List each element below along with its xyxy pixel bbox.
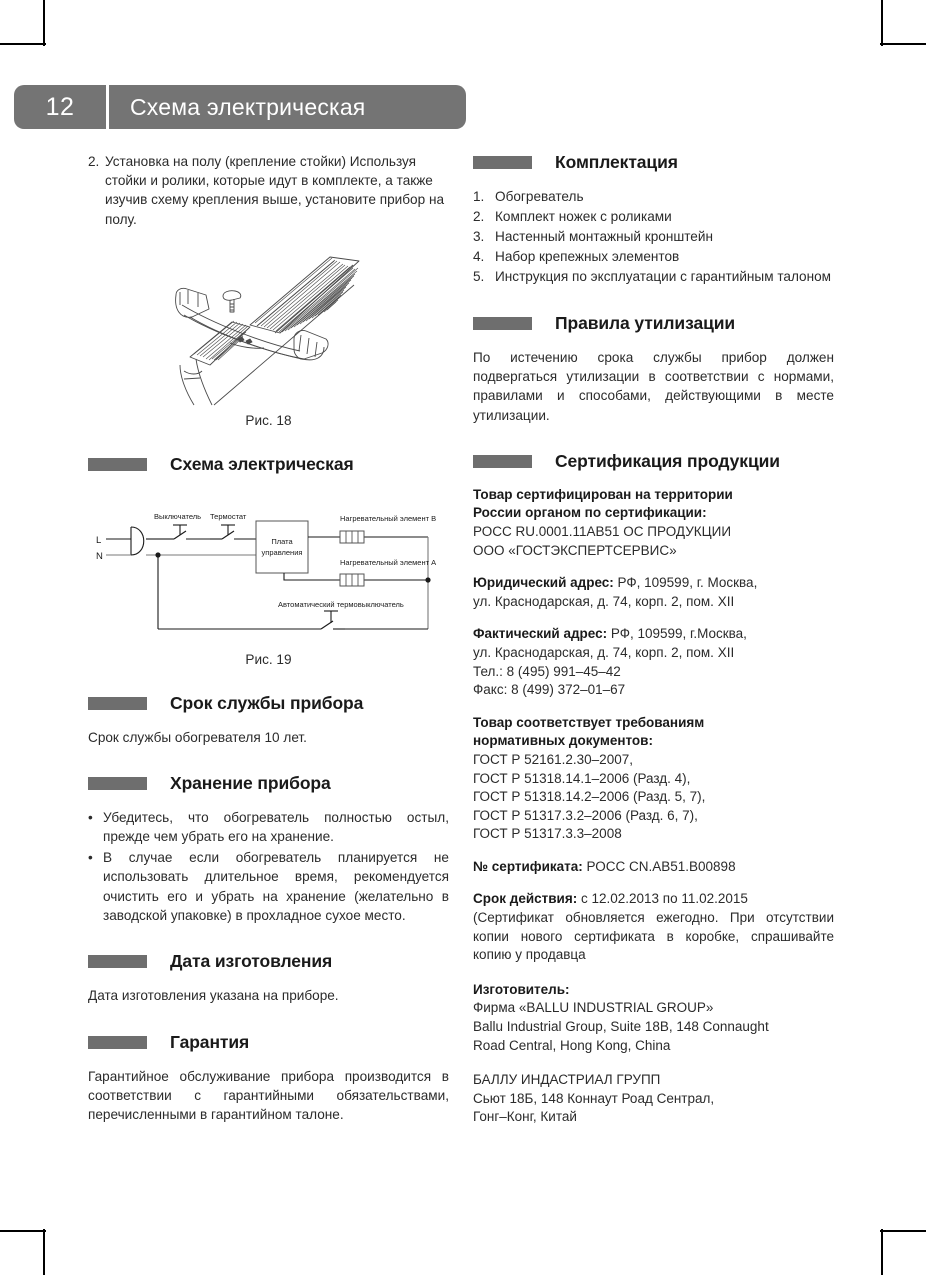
section-heading-warranty: [88, 1032, 449, 1053]
crop-mark-top-right-v: [881, 0, 883, 46]
storage-bullet-list: [88, 808, 449, 925]
norm-item: ГОСТ Р 51318.14.1–2006 (Разд. 4),: [473, 770, 691, 786]
crop-mark-top-left-v: [43, 0, 45, 46]
certificate-number-line: [473, 858, 834, 877]
label-control-board-line2: управления: [261, 547, 303, 557]
legal-address-block: [473, 574, 834, 611]
manufacturer-ru-block: [473, 1071, 834, 1127]
validity-label: Срок действия:: [473, 891, 578, 907]
section-swatch-icon: [88, 777, 147, 790]
manufacturer-ru-line1: БАЛЛУ ИНДАСТРИАЛ ГРУПП: [473, 1072, 661, 1088]
section-title: Срок службы прибора: [170, 692, 364, 713]
manufacturer-block: [473, 981, 834, 1055]
list-item: [473, 247, 834, 267]
right-column: [473, 152, 834, 1141]
norms-block: [473, 714, 834, 844]
label-heating-element-a: Нагревательный элемент A: [340, 557, 437, 567]
certificate-number-value: РОСС CN.АВ51.В00898: [582, 858, 736, 874]
list-item-text: В случае если обогреватель планируется не использовать длительное время, рекомендуется очистить его и убрать на хранение (желательно в заводской упаковке) в прохладное сухое место.: [103, 849, 449, 924]
manufacture-date-text: Дата изготовления указана на приборе.: [88, 988, 339, 1004]
fax-line: Факс: 8 (499) 372–01–67: [473, 682, 626, 698]
cert-authority-label-line1: Товар сертифицирован на территории: [473, 486, 733, 502]
actual-address-line1: [473, 625, 834, 644]
manufacturer-ru-line2: Сьют 18Б, 148 Коннаут Роад Сентрал,: [473, 1090, 715, 1106]
label-heating-element-b: Нагревательный элемент B: [340, 513, 437, 523]
manufacturer-line1: Фирма «BALLU INDUSTRIAL GROUP»: [473, 1000, 714, 1016]
list-item-text: Убедитесь, что обогреватель полностью остыл, прежде чем убрать его на хранение.: [103, 810, 449, 845]
label-switch: Выключатель: [154, 511, 202, 521]
section-title: Дата изготовления: [170, 951, 333, 972]
warranty-text: Гарантийное обслуживание прибора производится в соответствии с гарантийными обязательствами, перечисленными в гарантийном талоне.: [88, 1068, 449, 1123]
crop-mark-top-right-h: [880, 43, 926, 45]
crop-mark-top-left-h: [0, 43, 46, 45]
certificate-number-label: № сертификата:: [473, 858, 583, 874]
label-line-l: L: [96, 534, 102, 546]
section-swatch-icon: [88, 955, 147, 968]
norm-item: ГОСТ Р 51317.3.2–2006 (Разд. 6, 7),: [473, 807, 698, 823]
list-item-number: 3.: [473, 229, 485, 245]
section-swatch-icon: [88, 458, 147, 471]
section-heading-manufacture-date: [88, 951, 449, 972]
page-header: [14, 85, 466, 129]
legal-address-line2: ул. Краснодарская, д. 74, корп. 2, пом. XII: [473, 593, 735, 609]
label-control-board-line1: Плата: [271, 536, 293, 546]
list-item: [473, 187, 834, 207]
step-text: Установка на полу (крепление стойки) Используя стойки и ролики, которые идут в комплекте, а также изучив схему крепления выше, установите прибор на полу.: [105, 154, 445, 227]
section-swatch-icon: [473, 317, 532, 330]
list-item: [473, 227, 834, 247]
section-title: Хранение прибора: [170, 773, 331, 794]
list-item-text: Инструкция по эксплуатации с гарантийным талоном: [495, 269, 832, 285]
list-item-text: Обогреватель: [495, 189, 584, 204]
list-item-text: Комплект ножек с роликами: [495, 209, 672, 225]
step-number: 2.: [88, 154, 100, 169]
section-title: Комплектация: [555, 152, 678, 172]
section-heading-storage: [88, 773, 449, 794]
cert-authority-line3: РОСС RU.0001.11АВ51 ОС ПРОДУКЦИИ: [473, 523, 732, 539]
list-item-number: 4.: [473, 249, 485, 265]
validity-value: с 12.02.2013 по 11.02.2015: [577, 891, 748, 907]
cert-authority-line4: ООО «ГОСТЭКСПЕРТСЕРВИС»: [473, 542, 677, 558]
certificate-number-block: [473, 858, 834, 877]
section-swatch-icon: [88, 1036, 147, 1049]
lifetime-text: Срок службы обогревателя 10 лет.: [88, 729, 307, 745]
installation-step-2: [88, 152, 449, 229]
actual-address-block: [473, 625, 834, 699]
manufacturer-label: Изготовитель:: [473, 981, 570, 997]
section-title: Схема электрическая: [170, 453, 354, 474]
page-title: Схема электрическая: [130, 93, 366, 120]
list-item: [473, 207, 834, 227]
bullet-icon: •: [88, 849, 93, 865]
section-swatch-icon: [88, 697, 147, 710]
validity-line: [473, 890, 834, 909]
figure-18-caption: Рис. 18: [245, 412, 292, 428]
figure-19: [88, 489, 449, 646]
disposal-text: По истечению срока службы прибор должен подвергаться утилизации в соответствии с нормами, правилами и способами, действующими в месте утилизации.: [473, 349, 834, 423]
norms-label-line2: нормативных документов:: [473, 733, 653, 749]
list-item-text: Настенный монтажный кронштейн: [495, 229, 713, 245]
crop-mark-bottom-left-v: [43, 1229, 45, 1275]
floor-stand-illustration: [154, 247, 384, 407]
list-item: [88, 848, 449, 926]
validity-note: (Сертификат обновляется ежегодно. При отсутствии копии нового сертификата в коробке, спрашивайте копию у продавца: [473, 910, 834, 963]
actual-address-label: Фактический адрес:: [473, 626, 608, 642]
section-heading-disposal: [473, 313, 834, 334]
section-heading-schema: [88, 454, 449, 475]
section-title: Гарантия: [170, 1031, 250, 1052]
norms-label-line1: Товар соответствует требованиям: [473, 714, 705, 730]
wiring-schematic: [88, 489, 449, 641]
list-item-text: Набор крепежных элементов: [495, 249, 680, 265]
actual-address-line2: ул. Краснодарская, д. 74, корп. 2, пом. XII: [473, 644, 735, 660]
crop-mark-bottom-left-h: [0, 1230, 46, 1232]
list-item: [88, 808, 449, 847]
figure-19-caption: Рис. 19: [245, 651, 292, 667]
norm-item: ГОСТ Р 51317.3.3–2008: [473, 826, 622, 842]
norm-item: ГОСТ Р 51318.14.2–2006 (Разд. 5, 7),: [473, 789, 706, 805]
section-heading-certification: [473, 451, 834, 472]
cert-authority-block: [473, 486, 834, 560]
list-item-number: 1.: [473, 189, 485, 204]
label-thermal-cutout: Автоматический термовыключатель: [278, 599, 404, 609]
phone-line: Тел.: 8 (495) 991–45–42: [473, 663, 621, 679]
section-swatch-icon: [473, 156, 532, 169]
section-swatch-icon: [473, 455, 532, 468]
manufacturer-line3: Road Central, Hong Kong, China: [473, 1037, 671, 1053]
label-line-n: N: [96, 550, 103, 562]
section-title: Сертификация продукции: [555, 450, 780, 471]
page-number: 12: [45, 93, 75, 121]
validity-block: [473, 890, 834, 964]
bullet-icon: •: [88, 810, 93, 826]
norm-item: ГОСТ Р 52161.2.30–2007,: [473, 751, 633, 767]
section-title: Правила утилизации: [555, 312, 736, 333]
list-item: [473, 267, 834, 287]
crop-mark-bottom-right-h: [880, 1230, 926, 1232]
legal-address-line1: [473, 574, 834, 593]
left-column: [88, 152, 449, 1136]
kit-list: [473, 187, 834, 287]
section-heading-kit: [473, 152, 834, 173]
manufacturer-ru-line3: Гонг–Конг, Китай: [473, 1109, 577, 1125]
section-heading-lifetime: [88, 693, 449, 714]
legal-address-label: Юридический адрес:: [473, 575, 614, 591]
list-item-number: 5.: [473, 269, 485, 285]
cert-authority-label-line2: России органом по сертификации:: [473, 505, 707, 521]
list-item-number: 2.: [473, 209, 485, 225]
figure-18: [88, 247, 449, 407]
actual-address-value: РФ, 109599, г.Москва,: [607, 626, 747, 642]
label-thermostat: Термостат: [210, 511, 247, 521]
legal-address-value: РФ, 109599, г. Москва,: [613, 575, 758, 591]
crop-mark-bottom-right-v: [881, 1229, 883, 1275]
manufacturer-line2: Ballu Industrial Group, Suite 18B, 148 Connaught: [473, 1019, 769, 1035]
